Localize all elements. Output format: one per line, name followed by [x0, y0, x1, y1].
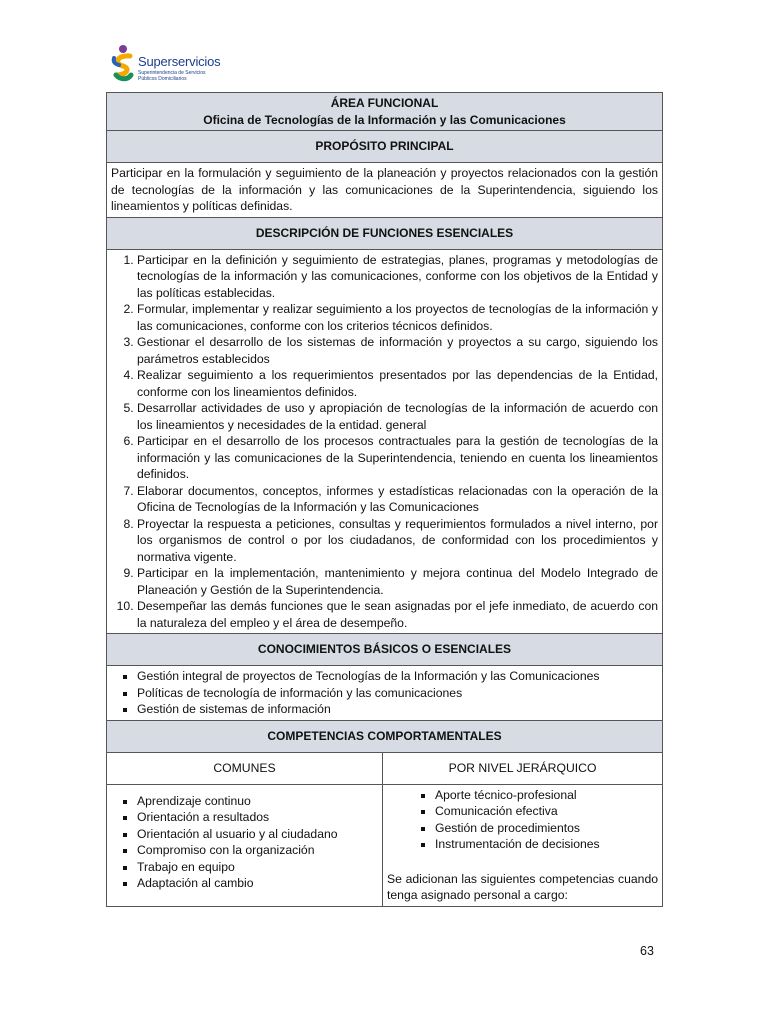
- logo-subtitle: [138, 70, 248, 82]
- competencias-header: COMPETENCIAS COMPORTAMENTALES: [107, 720, 663, 752]
- list-item: 5. Desarrollar actividades de uso y apropiación de tecnologías de la información de acuerdo con los lineamientos y necesidades de la entidad. general: [137, 400, 658, 433]
- proposito-text: Participar en la formulación y seguimiento de la planeación y proyectos relacionados con la gestión de tecnologías de la información y las comunicaciones de la Superintendencia, siguiendo los lineamientos y políticas definidas.: [107, 163, 663, 218]
- nivel-list: [387, 787, 658, 853]
- list-item: 7. Elaborar documentos, conceptos, informes y estadísticas relacionadas con la operación de la Oficina de Tecnologías de la Información y las Comunicaciones: [137, 483, 658, 516]
- list-item: ▪ Políticas de tecnología de información y las comunicaciones: [137, 685, 658, 702]
- list-item: ▪ Instrumentación de decisiones: [435, 836, 658, 853]
- funciones-list: [111, 252, 658, 632]
- list-item: 4. Realizar seguimiento a los requerimientos presentados por las dependencias de la Entidad, conforme con los lineamientos definidos.: [137, 367, 658, 400]
- list-item: 9. Participar en la implementación, mantenimiento y mejora continua del Modelo Integrado de Planeación y Gestión de la Superintendencia.: [137, 565, 658, 598]
- logo-subtitle-line1: Superintendencia de Servicios: [138, 70, 206, 76]
- list-item: ▪ Aprendizaje continuo: [137, 793, 378, 810]
- list-item: ▪ Compromiso con la organización: [137, 842, 378, 859]
- funciones-header: DESCRIPCIÓN DE FUNCIONES ESENCIALES: [107, 217, 663, 249]
- list-item: ▪ Gestión de procedimientos: [435, 820, 658, 837]
- competencias-nota: Se adicionan las siguientes competencias cuando tenga asignado personal a cargo:: [387, 871, 659, 902]
- comunes-column-header: COMUNES: [107, 752, 383, 784]
- comunes-list: [111, 793, 378, 892]
- list-item: ▪ Orientación a resultados: [137, 809, 378, 826]
- proposito-header: PROPÓSITO PRINCIPAL: [107, 131, 663, 163]
- list-item: 8. Proyectar la respuesta a peticiones, consultas y requerimientos formulados a nivel interno, por los organismos de control o por los ciudadanos, de conformidad con los procedimientos y normativa vigente.: [137, 516, 658, 566]
- list-item: 6. Participar en el desarrollo de los procesos contractuales para la gestión de tecnologías de la información y las comunicaciones de la Superintendencia, teniendo en cuenta los lineamientos definidos.: [137, 433, 658, 483]
- list-item: ▪ Comunicación efectiva: [435, 803, 658, 820]
- list-item: 2. Formular, implementar y realizar seguimiento a los proyectos de tecnologías de la información y las comunicaciones, conforme con los criterios técnicos definidos.: [137, 301, 658, 334]
- logo-subtitle-line2: Públicos Domiciliarios: [138, 76, 187, 82]
- nivel-cell: [383, 784, 663, 906]
- job-profile-table: [106, 92, 663, 907]
- logo-name: Superservicios: [138, 54, 221, 69]
- conocimientos-list: [111, 668, 658, 718]
- page-number: 63: [640, 944, 654, 958]
- list-item: ▪ Orientación al usuario y al ciudadano: [137, 826, 378, 843]
- area-name: Oficina de Tecnologías de la Información y las Comunicaciones: [203, 112, 566, 127]
- list-item: 10. Desempeñar las demás funciones que le sean asignadas por el jefe inmediato, de acuerdo con la naturaleza del empleo y el área de desempeño.: [137, 598, 658, 631]
- superservicios-logo-icon: [110, 44, 136, 86]
- comunes-cell: [107, 784, 383, 906]
- list-item: ▪ Adaptación al cambio: [137, 875, 378, 892]
- list-item: ▪ Aporte técnico-profesional: [435, 787, 658, 804]
- conocimientos-header: CONOCIMIENTOS BÁSICOS O ESENCIALES: [107, 634, 663, 666]
- nivel-column-header: POR NIVEL JERÁRQUICO: [383, 752, 663, 784]
- funciones-cell: [107, 249, 663, 634]
- list-item: 3. Gestionar el desarrollo de los sistemas de información y proyectos a su cargo, siguiendo los parámetros establecidos: [137, 334, 658, 367]
- superservicios-logo: [110, 44, 240, 88]
- list-item: ▪ Gestión integral de proyectos de Tecnologías de la Información y las Comunicaciones: [137, 668, 658, 685]
- area-funcional-header: [107, 93, 663, 131]
- list-item: 1. Participar en la definición y seguimiento de estrategias, planes, programas y metodologías de tecnologías de la información y las comunicaciones, conforme con los objetivos de la Entidad y las políticas establecidas.: [137, 252, 658, 302]
- conocimientos-cell: [107, 666, 663, 721]
- list-item: ▪ Trabajo en equipo: [137, 859, 378, 876]
- area-heading: ÁREA FUNCIONAL: [330, 96, 439, 110]
- list-item: ▪ Gestión de sistemas de información: [137, 701, 658, 718]
